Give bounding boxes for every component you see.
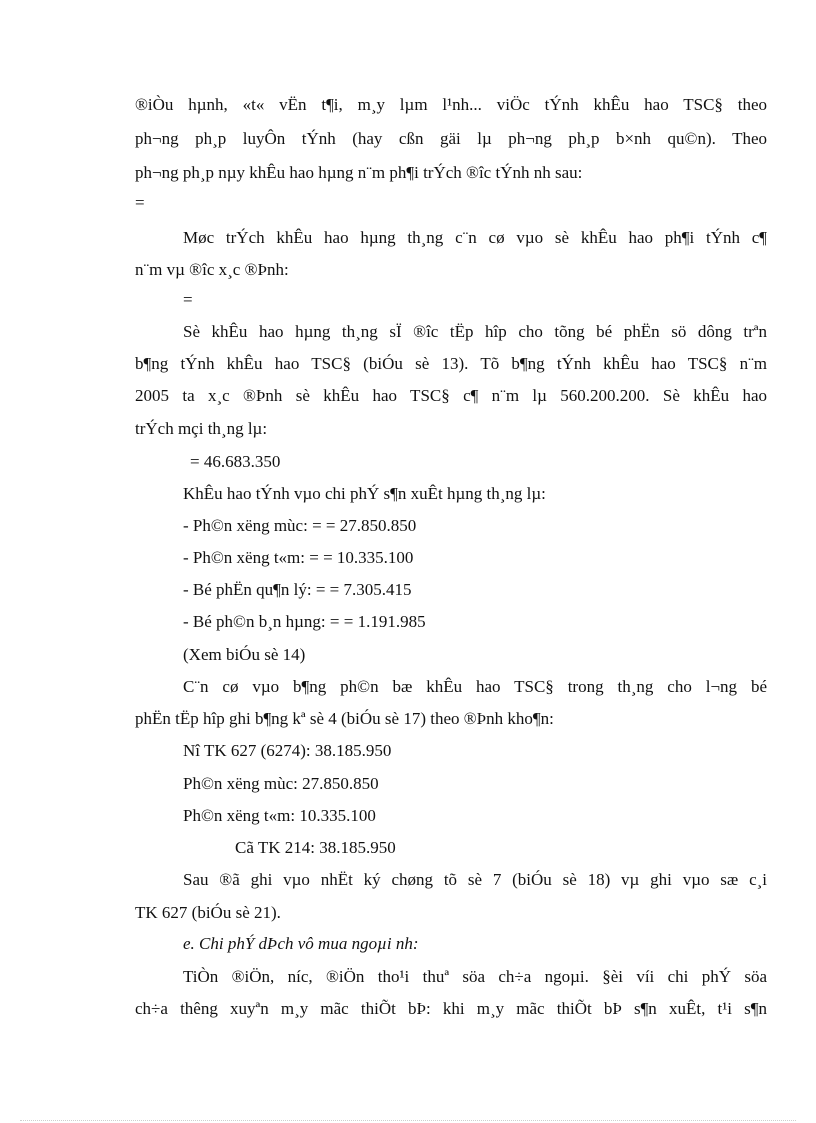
- equation-placeholder: =: [135, 193, 145, 212]
- list-item: - Bé ph©n b¸n hµng: = = 1.191.985: [183, 612, 426, 631]
- text-line: Sè khÊu hao hµng th¸ng sÏ ®îc tËp hîp cho tõng bé phËn sö dông trªn: [183, 322, 767, 341]
- text-line: KhÊu hao tÝnh vµo chi phÝ s¶n xuÊt hµng th¸ng lµ:: [183, 484, 546, 503]
- text-line: ph¬ng ph¸p nµy khÊu hao hµng n¨m ph¶i trÝch ®îc tÝnh nh sau:: [135, 163, 583, 182]
- list-item: - Ph©n xëng mùc: = = 27.850.850: [183, 516, 417, 535]
- list-item: - Ph©n xëng t«m: = = 10.335.100: [183, 548, 414, 567]
- entry-debit: Nî TK 627 (6274): 38.185.950: [183, 741, 392, 760]
- equation-placeholder: =: [183, 290, 193, 309]
- text-line: b¶ng tÝnh khÊu hao TSC§ (biÓu sè 13). Tõ b¶ng tÝnh khÊu hao TSC§ n¨m: [135, 354, 767, 373]
- text-line: Møc trÝch khÊu hao hµng th¸ng c¨n cø vµo sè khÊu hao ph¶i tÝnh c¶: [183, 228, 767, 247]
- equation-result: = 46.683.350: [190, 452, 281, 471]
- text-line: 2005 ta x¸c ®Þnh sè khÊu hao TSC§ c¶ n¨m lµ 560.200.200. Sè khÊu hao: [135, 386, 767, 405]
- entry-credit: Cã TK 214: 38.185.950: [235, 838, 396, 857]
- entry-sub: Ph©n xëng mùc: 27.850.850: [183, 774, 379, 793]
- entry-sub: Ph©n xëng t«m: 10.335.100: [183, 806, 376, 825]
- footer-divider: [20, 1120, 796, 1121]
- section-heading: e. Chi phÝ dÞch vô mua ngoµi nh:: [183, 934, 419, 953]
- text-line: Sau ®ã ghi vµo nhËt ký chøng tõ sè 7 (biÓu sè 18) vµ ghi vµo sæ c¸i: [183, 870, 767, 889]
- text-line: ch÷a thêng xuyªn m¸y mãc thiÕt bÞ: khi m¸y mãc thiÕt bÞ s¶n xuÊt, t¹i s¶n: [135, 999, 767, 1018]
- text-line: (Xem biÓu sè 14): [183, 645, 306, 664]
- text-line: n¨m vµ ®îc x¸c ®Þnh:: [135, 260, 289, 279]
- text-line: TK 627 (biÓu sè 21).: [135, 903, 281, 922]
- text-line: phËn tËp hîp ghi b¶ng kª sè 4 (biÓu sè 17) theo ®Þnh kho¶n:: [135, 709, 554, 728]
- text-line: TiÒn ®iÖn, níc, ®iÖn tho¹i thuª söa ch÷a ngoµi. §èi víi chi phÝ söa: [183, 967, 767, 986]
- text-line: C¨n cø vµo b¶ng ph©n bæ khÊu hao TSC§ trong th¸ng cho l¬ng bé: [183, 677, 767, 696]
- text-line: ®iÒu hµnh, «t« vËn t¶i, m¸y lµm l¹nh... viÖc tÝnh khÊu hao TSC§ theo: [135, 95, 767, 114]
- text-line: trÝch mçi th¸ng lµ:: [135, 419, 268, 438]
- list-item: - Bé phËn qu¶n lý: = = 7.305.415: [183, 580, 412, 599]
- text-line: ph¬ng ph¸p luyÔn tÝnh (hay cßn gäi lµ ph¬ng ph¸p b×nh qu©n). Theo: [135, 129, 767, 148]
